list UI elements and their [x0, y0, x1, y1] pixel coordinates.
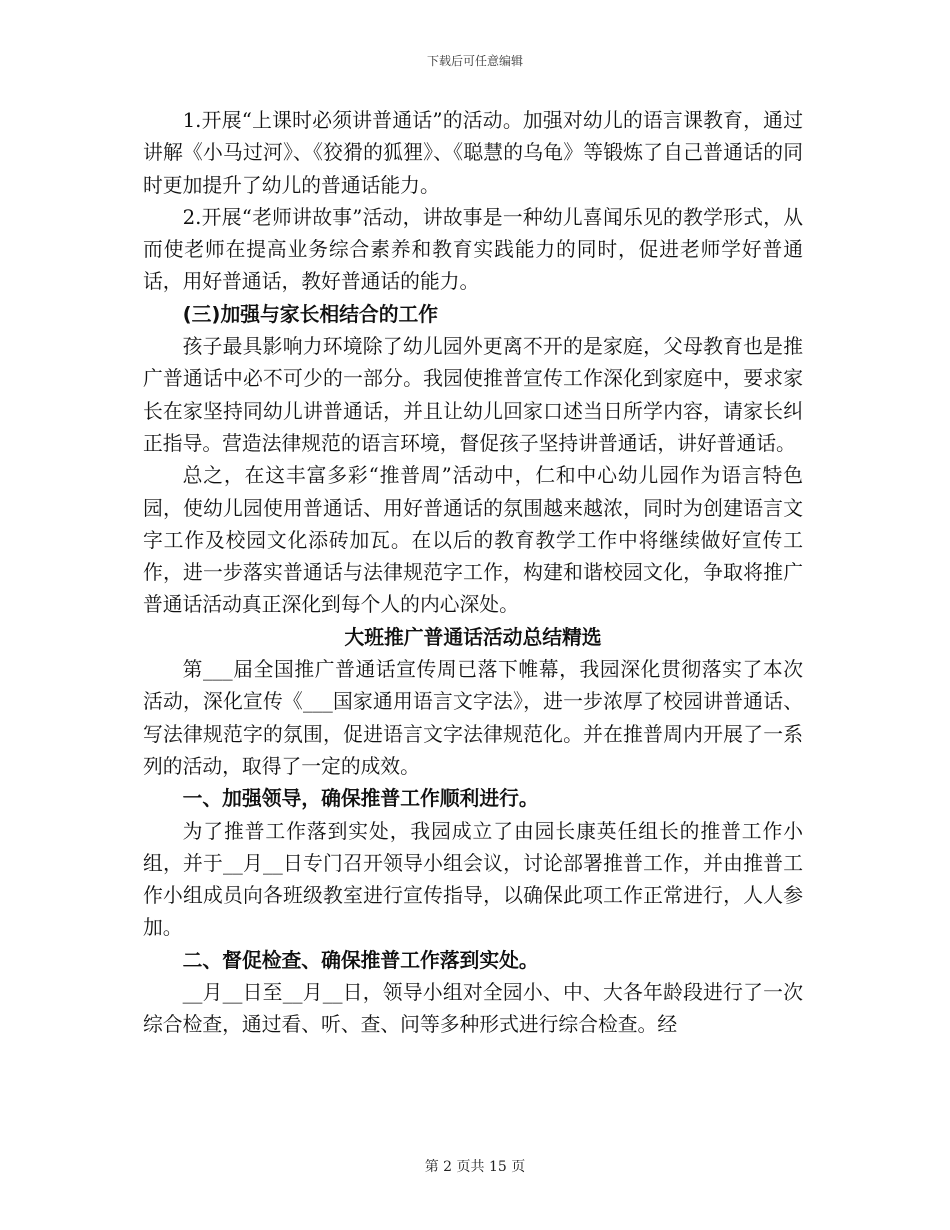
paragraph-6: 为了推普工作落到实处，我园成立了由园长康英任组长的推普工作小组，并于__月__日专门召开领导小组会议，讨论部署推普工作，并由推普工作小组成员向各班级教室进行宣传指导，以确保此项工作正常进行，人人参加。: [143, 819, 803, 940]
paragraph-5: 第___届全国推广普通话宣传周已落下帷幕，我园深化贯彻落实了本次活动，深化宣传《___国家通用语言文字法》，进一步浓厚了校园讲普通话、写法律规范字的氛围，促进语言文字法律规范化。并在推普周内开展了一系列的活动，取得了一定的成效。: [143, 658, 803, 778]
paragraph-3: 孩子最具影响力环境除了幼儿园外更离不开的是家庭，父母教育也是推广普通话中必不可少的一部分。我园使推普宣传工作深化到家庭中，要求家长在家坚持同幼儿讲普通话，并且让幼儿回家口述当日所学内容，请家长纠正指导。营造法律规范的语言环境，督促孩子坚持讲普通话，讲好普通话。: [143, 335, 803, 455]
heading-parents-cooperation: (三)加强与家长相结合的工作: [182, 302, 439, 326]
page-header: 下载后可任意编辑: [426, 54, 523, 68]
paragraph-2: 2.开展“老师讲故事”活动，讲故事是一种幼儿喜闻乐见的教学形式，从而使老师在提高业务综合素养和教育实践能力的同时，促进老师学好普通话，用好普通话，教好普通话的能力。: [143, 205, 803, 294]
page-footer: 第 2 页共 15 页: [424, 1159, 526, 1175]
paragraph-1: 1.开展“上课时必须讲普通话”的活动。加强对幼儿的语言课教育，通过讲解《小马过河》、《狡猾的狐狸》、《聪慧的乌龟》等锻炼了自己普通话的同时更加提升了幼儿的普通话能力。: [143, 109, 803, 197]
section-title: 大班推广普通话活动总结精选: [344, 625, 602, 649]
heading-leadership: 一、加强领导，确保推普工作顺利进行。: [182, 787, 539, 811]
paragraph-4: 总之，在这丰富多彩“推普周”活动中，仁和中心幼儿园作为语言特色园，使幼儿园使用普通话、用好普通话的氛围越来越浓，同时为创建语言文字工作及校园文化添砖加瓦。在以后的教育教学工作中将继续做好宣传工作，进一步落实普通话与法律规范字工作，构建和谐校园文化，争取将推广普通话活动真正深化到每个人的内心深处。: [143, 464, 803, 617]
heading-inspection: 二、督促检查、确保推普工作落到实处。: [182, 948, 539, 972]
document-body: [143, 105, 803, 1042]
paragraph-7: __月__日至__月__日，领导小组对全园小、中、大各年龄段进行了一次综合检查，通过看、听、查、问等多种形式进行综合检查。经: [143, 981, 803, 1037]
